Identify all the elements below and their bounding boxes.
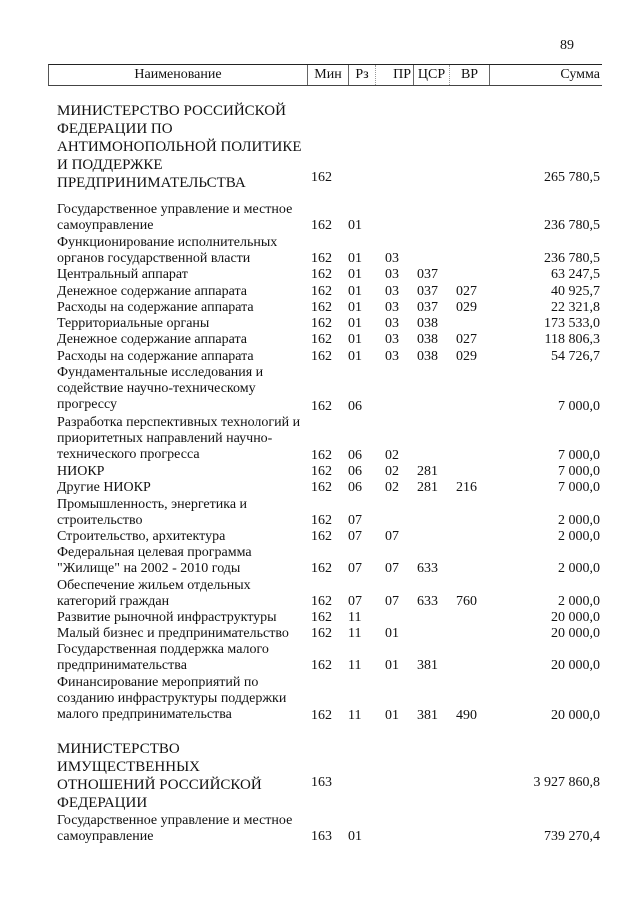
row-min: 162 bbox=[311, 448, 332, 463]
row-rz: 06 bbox=[348, 464, 362, 479]
row-rz: 01 bbox=[348, 316, 362, 331]
row-sum: 2 000,0 bbox=[558, 561, 600, 576]
row-pr: 07 bbox=[385, 594, 399, 609]
row-rz: 06 bbox=[348, 448, 362, 463]
row-sum: 265 780,5 bbox=[544, 170, 600, 185]
row-csr: 381 bbox=[417, 708, 438, 723]
row-min: 162 bbox=[311, 513, 332, 528]
row-rz: 11 bbox=[348, 658, 362, 673]
row-min: 162 bbox=[311, 464, 332, 479]
row-min: 162 bbox=[311, 284, 332, 299]
row-sum: 3 927 860,8 bbox=[533, 775, 600, 790]
row-rz: 01 bbox=[348, 251, 362, 266]
row-min: 162 bbox=[311, 708, 332, 723]
row-name: Функционирование исполнительных органов государственной власти bbox=[57, 235, 278, 266]
row-name: Фундаментальные исследования и содействие научно-техническому прогрессу bbox=[57, 365, 264, 412]
row-pr: 03 bbox=[385, 284, 399, 299]
row-vr: 029 bbox=[456, 300, 477, 315]
row-pr: 07 bbox=[385, 529, 399, 544]
row-sum: 7 000,0 bbox=[558, 464, 600, 479]
row-name: Государственная поддержка малого предпринимательства bbox=[57, 642, 269, 673]
row-name: Развитие рыночной инфраструктуры bbox=[57, 610, 277, 625]
row-csr: 281 bbox=[417, 480, 438, 495]
row-sum: 7 000,0 bbox=[558, 448, 600, 463]
row-min: 162 bbox=[311, 332, 332, 347]
row-sum: 54 726,7 bbox=[551, 349, 600, 364]
row-min: 162 bbox=[311, 658, 332, 673]
table-header bbox=[48, 64, 602, 86]
row-sum: 20 000,0 bbox=[551, 708, 600, 723]
row-name: Разработка перспективных технологий и приоритетных направлений научно-технического прогресса bbox=[57, 415, 301, 462]
row-name: Промышленность, энергетика и строительство bbox=[57, 497, 248, 528]
page-number: 89 bbox=[560, 38, 574, 53]
row-csr: 037 bbox=[417, 284, 438, 299]
row-rz: 01 bbox=[348, 349, 362, 364]
row-name: Малый бизнес и предпринимательство bbox=[57, 626, 289, 641]
row-pr: 03 bbox=[385, 251, 399, 266]
header-pr: ПР bbox=[375, 65, 413, 85]
row-csr: 633 bbox=[417, 594, 438, 609]
header-sum: Сумма bbox=[489, 65, 602, 85]
row-rz: 01 bbox=[348, 218, 362, 233]
row-rz: 11 bbox=[348, 626, 362, 641]
row-rz: 01 bbox=[348, 829, 362, 844]
row-pr: 01 bbox=[385, 708, 399, 723]
row-sum: 2 000,0 bbox=[558, 594, 600, 609]
row-rz: 11 bbox=[348, 610, 362, 625]
header-csr: ЦСР bbox=[413, 65, 449, 85]
row-pr: 02 bbox=[385, 480, 399, 495]
row-min: 162 bbox=[311, 561, 332, 576]
row-name: НИОКР bbox=[57, 464, 105, 479]
row-sum: 7 000,0 bbox=[558, 399, 600, 414]
row-pr: 03 bbox=[385, 349, 399, 364]
row-rz: 07 bbox=[348, 594, 362, 609]
row-rz: 07 bbox=[348, 513, 362, 528]
row-sum: 20 000,0 bbox=[551, 626, 600, 641]
row-vr: 216 bbox=[456, 480, 477, 495]
row-sum: 20 000,0 bbox=[551, 610, 600, 625]
row-csr: 381 bbox=[417, 658, 438, 673]
row-min: 162 bbox=[311, 267, 332, 282]
row-name: Государственное управление и местное самоуправление bbox=[57, 813, 293, 844]
row-vr: 490 bbox=[456, 708, 477, 723]
row-name: Территориальные органы bbox=[57, 316, 210, 331]
row-name: Денежное содержание аппарата bbox=[57, 332, 248, 347]
row-rz: 01 bbox=[348, 332, 362, 347]
row-vr: 027 bbox=[456, 332, 477, 347]
row-min: 162 bbox=[311, 218, 332, 233]
row-pr: 01 bbox=[385, 658, 399, 673]
header-min: Мин bbox=[307, 65, 348, 85]
row-vr: 760 bbox=[456, 594, 477, 609]
row-min: 162 bbox=[311, 349, 332, 364]
row-pr: 03 bbox=[385, 267, 399, 282]
row-rz: 01 bbox=[348, 284, 362, 299]
row-pr: 01 bbox=[385, 626, 399, 641]
row-min: 162 bbox=[311, 399, 332, 414]
row-min: 163 bbox=[311, 775, 332, 790]
row-name: Строительство, архитектура bbox=[57, 529, 226, 544]
row-sum: 236 780,5 bbox=[544, 251, 600, 266]
row-name: Денежное содержание аппарата bbox=[57, 284, 248, 299]
row-sum: 63 247,5 bbox=[551, 267, 600, 282]
row-sum: 7 000,0 bbox=[558, 480, 600, 495]
row-name: МИНИСТЕРСТВО РОССИЙСКОЙ ФЕДЕРАЦИИ ПО АНТИМОНОПОЛЬНОЙ ПОЛИТИКЕ И ПОДДЕРЖКЕ ПРЕДПРИНИМАТЕЛЬСТВА bbox=[57, 103, 302, 191]
row-min: 162 bbox=[311, 610, 332, 625]
row-csr: 038 bbox=[417, 316, 438, 331]
row-sum: 20 000,0 bbox=[551, 658, 600, 673]
row-vr: 029 bbox=[456, 349, 477, 364]
row-csr: 038 bbox=[417, 332, 438, 347]
row-rz: 11 bbox=[348, 708, 362, 723]
row-min: 162 bbox=[311, 251, 332, 266]
row-min: 163 bbox=[311, 829, 332, 844]
row-name: Федеральная целевая программа "Жилище" на 2002 - 2010 годы bbox=[57, 545, 252, 576]
row-name: Государственное управление и местное самоуправление bbox=[57, 202, 293, 233]
row-min: 162 bbox=[311, 480, 332, 495]
row-min: 162 bbox=[311, 300, 332, 315]
row-name: Другие НИОКР bbox=[57, 480, 151, 495]
row-min: 162 bbox=[311, 170, 332, 185]
row-name: Финансирование мероприятий по созданию инфраструктуры поддержки малого предпринимательства bbox=[57, 675, 287, 722]
row-sum: 22 321,8 bbox=[551, 300, 600, 315]
row-pr: 07 bbox=[385, 561, 399, 576]
header-name: Наименование bbox=[134, 67, 222, 82]
row-sum: 118 806,3 bbox=[544, 332, 600, 347]
row-pr: 02 bbox=[385, 448, 399, 463]
row-min: 162 bbox=[311, 316, 332, 331]
row-rz: 06 bbox=[348, 399, 362, 414]
row-sum: 2 000,0 bbox=[558, 513, 600, 528]
row-pr: 03 bbox=[385, 316, 399, 331]
row-rz: 06 bbox=[348, 480, 362, 495]
row-vr: 027 bbox=[456, 284, 477, 299]
row-rz: 01 bbox=[348, 300, 362, 315]
row-sum: 739 270,4 bbox=[544, 829, 600, 844]
row-sum: 40 925,7 bbox=[551, 284, 600, 299]
row-csr: 281 bbox=[417, 464, 438, 479]
row-sum: 2 000,0 bbox=[558, 529, 600, 544]
row-min: 162 bbox=[311, 529, 332, 544]
row-csr: 633 bbox=[417, 561, 438, 576]
row-csr: 037 bbox=[417, 300, 438, 315]
row-pr: 02 bbox=[385, 464, 399, 479]
row-rz: 01 bbox=[348, 267, 362, 282]
row-min: 162 bbox=[311, 594, 332, 609]
row-name: Обеспечение жильем отдельных категорий граждан bbox=[57, 578, 251, 609]
row-pr: 03 bbox=[385, 332, 399, 347]
header-vr: ВР bbox=[449, 65, 489, 85]
row-rz: 07 bbox=[348, 561, 362, 576]
row-name: МИНИСТЕРСТВО ИМУЩЕСТВЕННЫХ ОТНОШЕНИЙ РОССИЙСКОЙ ФЕДЕРАЦИИ bbox=[57, 741, 262, 811]
row-sum: 236 780,5 bbox=[544, 218, 600, 233]
row-name: Расходы на содержание аппарата bbox=[57, 300, 254, 315]
row-pr: 03 bbox=[385, 300, 399, 315]
row-csr: 038 bbox=[417, 349, 438, 364]
row-sum: 173 533,0 bbox=[544, 316, 600, 331]
row-rz: 07 bbox=[348, 529, 362, 544]
row-csr: 037 bbox=[417, 267, 438, 282]
header-rz: Рз bbox=[348, 65, 375, 85]
row-min: 162 bbox=[311, 626, 332, 641]
row-name: Центральный аппарат bbox=[57, 267, 188, 282]
row-name: Расходы на содержание аппарата bbox=[57, 349, 254, 364]
